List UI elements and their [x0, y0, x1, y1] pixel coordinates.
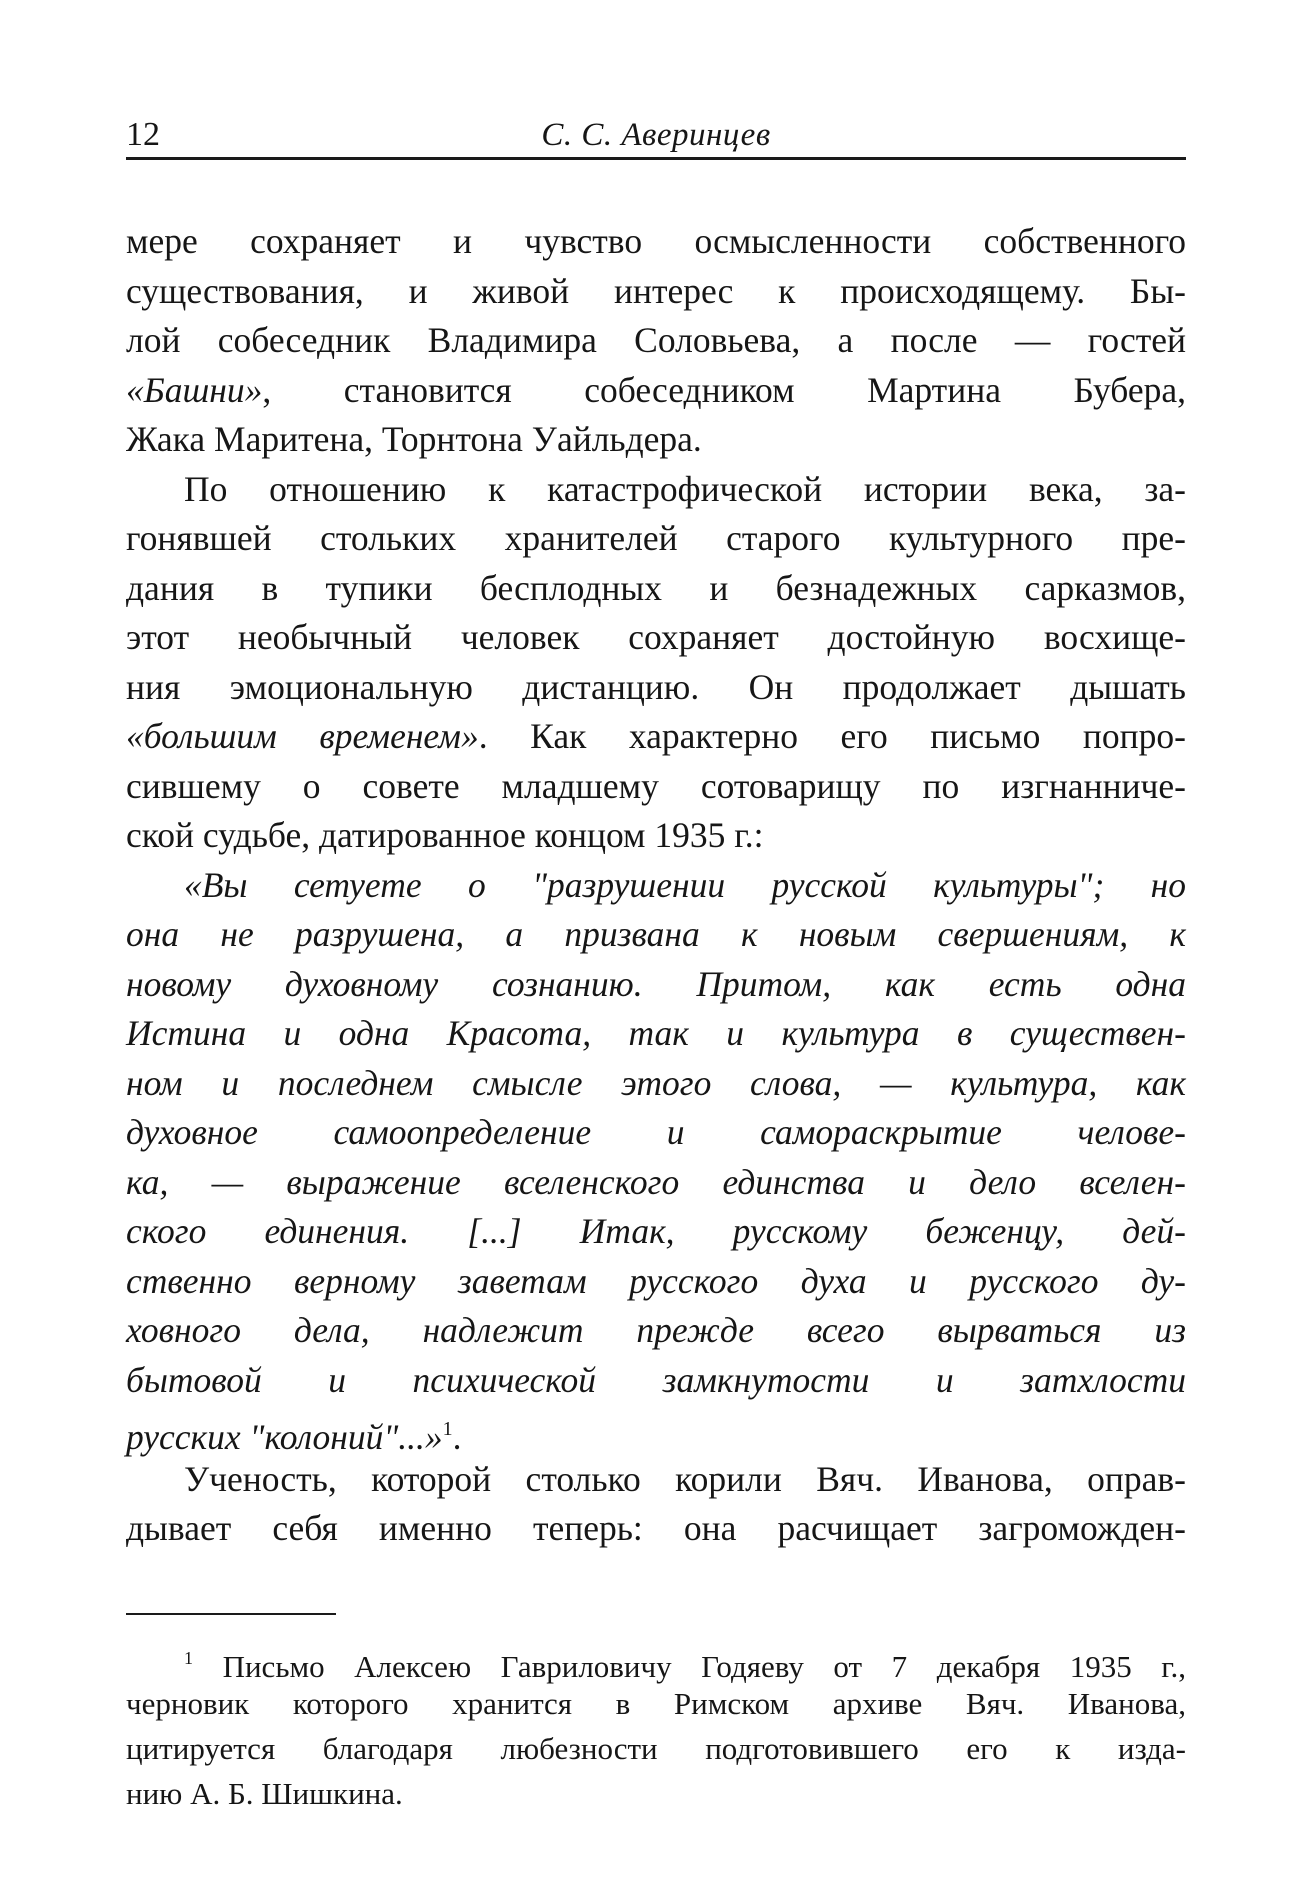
quote-line: Истина и одна Красота, так и культура в существен- — [126, 1013, 1186, 1053]
text-line: Ученость, которой столько корили Вяч. Иванова, оправ- — [184, 1458, 1186, 1499]
text-line: По отношению к катастрофической истории века, за- — [184, 468, 1186, 509]
quote-line: духовное самоопределение и самораскрытие челове- — [126, 1112, 1186, 1152]
text-line: мере сохраняет и чувство осмысленности собственного — [126, 221, 1186, 261]
quote-end-period: . — [452, 1417, 462, 1457]
footnote-line: черновик которого хранится в Римском архиве Вяч. Иванова, — [126, 1686, 1186, 1721]
footnote — [126, 1636, 1186, 1816]
footnote-line: нию А. Б. Шишкина. — [126, 1776, 403, 1811]
footnote-text: Письмо Алексею Гавриловичу Годяеву от 7 декабря 1935 г., — [222, 1649, 1186, 1684]
quote-line: ка, — выражение вселенского единства и дело вселен- — [126, 1161, 1186, 1202]
text-line-with-italic: «большим временем». Как характерно его письмо попро- — [126, 716, 1186, 756]
quotation — [126, 861, 1186, 1455]
footnote-rule — [126, 1613, 336, 1615]
quote-line: новому духовному сознанию. Притом, как есть одна — [126, 963, 1186, 1004]
footnote-line: цитируется благодаря любезности подготовившего его к изда- — [126, 1731, 1186, 1766]
header-rule — [126, 157, 1186, 160]
text-line: существования, и живой интерес к происходящему. Бы- — [126, 270, 1186, 311]
main-text — [126, 217, 1186, 1554]
paragraph-3 — [126, 1455, 1186, 1554]
text-line: Жака Маритена, Торнтона Уайльдера. — [126, 419, 702, 459]
quote-line: «Вы сетуете о "разрушении русской культуры"; но — [184, 864, 1186, 905]
running-head: С. С. Аверинцев — [541, 117, 771, 153]
footnote-mark: 1 — [184, 1648, 193, 1668]
quote-line: ского единения. [...] Итак, русскому беженцу, дей- — [126, 1211, 1186, 1251]
quote-line: она не разрушена, а призвана к новым свершениям, к — [126, 914, 1186, 954]
text-line: этот необычный человек сохраняет достойную восхище- — [126, 617, 1186, 657]
text-line: дания в тупики бесплодных и безнадежных сарказмов, — [126, 567, 1186, 608]
footnote-line-first — [126, 1636, 1186, 1684]
quote-line: ственно верному заветам русского духа и русского ду- — [126, 1260, 1186, 1301]
italic-fragment: «большим временем» — [126, 716, 479, 756]
quote-line: ховного дела, надлежит прежде всего вырваться из — [126, 1310, 1186, 1350]
text-line: гонявшей стольких хранителей старого культурного пре- — [126, 518, 1186, 558]
quote-line-text: русских "колоний"...» — [126, 1417, 443, 1457]
italic-fragment: «Башни» — [126, 369, 263, 410]
quote-line: ном и последнем смысле этого слова, — культура, как — [126, 1062, 1186, 1103]
quote-line: бытовой и психической замкнутости и затхлости — [126, 1359, 1186, 1400]
text-line: лой собеседник Владимира Соловьева, а после — гостей — [126, 320, 1186, 360]
text-line: сившему о совете младшему сотоварищу по изгнанниче- — [126, 765, 1186, 806]
text-line: ния эмоциональную дистанцию. Он продолжает дышать — [126, 666, 1186, 707]
page-number: 12 — [126, 116, 160, 153]
page-header — [126, 112, 1186, 158]
quote-last-line — [126, 1405, 1186, 1455]
footnote-reference[interactable]: 1 — [442, 1418, 453, 1440]
paragraph-2 — [126, 465, 1186, 861]
text-line: ской судьбе, датированное концом 1935 г.: — [126, 815, 764, 855]
text-line: дывает себя именно теперь: она расчищает загроможден- — [126, 1508, 1186, 1548]
text-line-with-italic: «Башни», становится собеседником Мартина Бубера, — [126, 369, 1186, 410]
paragraph-1 — [126, 217, 1186, 465]
